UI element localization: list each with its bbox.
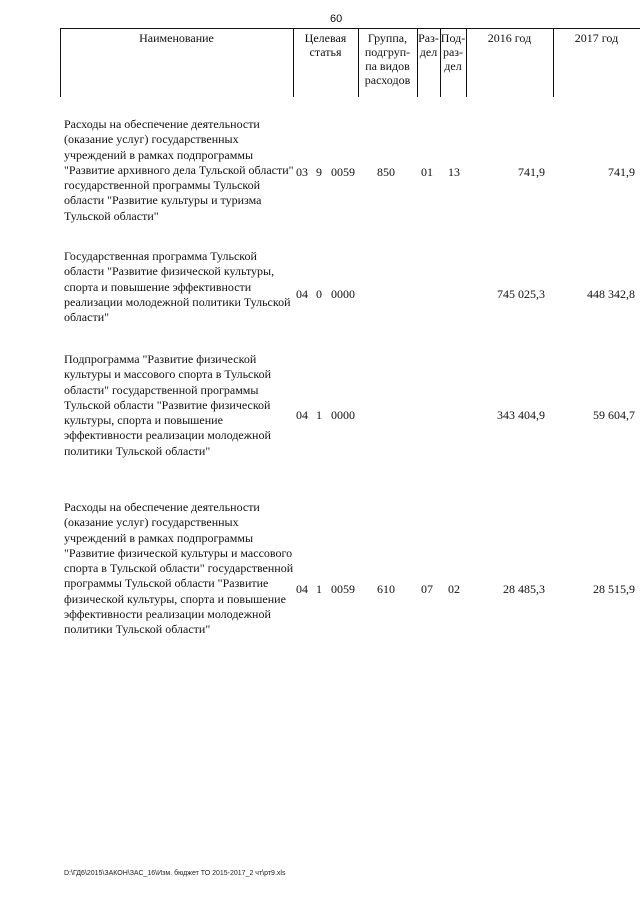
amount-2017: 28 515,9 xyxy=(593,582,635,596)
code-part-3: 0000 xyxy=(331,287,355,301)
code-part-3: 0059 xyxy=(331,582,355,596)
header-name: Наименование xyxy=(139,31,214,45)
header-target-article: Целевая статья xyxy=(304,31,347,59)
amount-2017: 741,9 xyxy=(608,165,635,179)
row-name: Расходы на обеспечение деятельности (оказание услуг) государственных учреждений в рамках подпрограммы "Развитие физической культуры и массового спорта в Тульской области" государственной программы Тульской области "Развитие физической культуры, спорта и повышение эффективности реализации молодежной политики Тульской области" xyxy=(64,500,294,637)
code-part-1: 03 xyxy=(296,165,308,179)
table-header xyxy=(60,28,640,97)
code-part-1: 04 xyxy=(296,287,308,301)
code-part-2: 0 xyxy=(316,287,322,301)
amount-2017: 59 604,7 xyxy=(593,408,635,422)
header-year-2016: 2016 год xyxy=(487,31,532,45)
header-subsection: Под- раз- дел xyxy=(440,31,466,73)
amount-2017: 448 342,8 xyxy=(587,287,635,301)
code-part-2: 1 xyxy=(316,582,322,596)
code-part-1: 04 xyxy=(296,408,308,422)
subsection-code: 02 xyxy=(448,582,460,596)
group-code: 610 xyxy=(377,582,395,596)
code-part-3: 0059 xyxy=(331,165,355,179)
amount-2016: 28 485,3 xyxy=(503,582,545,596)
row-name: Подпрограмма "Развитие физической культуры и массового спорта в Тульской области" государственной программы Тульской области "Развитие физической культуры, спорта и повышение эффективности реализации молодежной политики Тульской области" xyxy=(64,352,272,458)
header-year-2017: 2017 год xyxy=(574,31,619,45)
row-name: Государственная программа Тульской области "Развитие физической культуры, спорта и повышение эффективности реализации молодежной политики Тульской области" xyxy=(64,249,291,325)
header-group: Группа, подгруп- па видов расходов xyxy=(364,31,411,87)
subsection-code: 13 xyxy=(448,165,460,179)
row-name: Расходы на обеспечение деятельности (оказание услуг) государственных учреждений в рамках подпрограммы "Развитие архивного дела Тульской области" государственной программы Тульской области "Развитие культуры и туризма Тульской области" xyxy=(64,117,294,223)
amount-2016: 741,9 xyxy=(518,165,545,179)
code-part-1: 04 xyxy=(296,582,308,596)
file-path-footer: D:\ГД6\2015\ЗАКОН\ЗАС_16\Изм. бюджет ТО 2015-2017_2 чт\рт9.xls xyxy=(64,870,286,877)
amount-2016: 343 404,9 xyxy=(497,408,545,422)
code-part-2: 9 xyxy=(316,165,322,179)
section-code: 01 xyxy=(421,165,433,179)
page-number: 60 xyxy=(330,13,343,25)
code-part-2: 1 xyxy=(316,408,322,422)
group-code: 850 xyxy=(377,165,395,179)
code-part-3: 0000 xyxy=(331,408,355,422)
header-section: Раз- дел xyxy=(418,31,439,59)
section-code: 07 xyxy=(421,582,433,596)
amount-2016: 745 025,3 xyxy=(497,287,545,301)
